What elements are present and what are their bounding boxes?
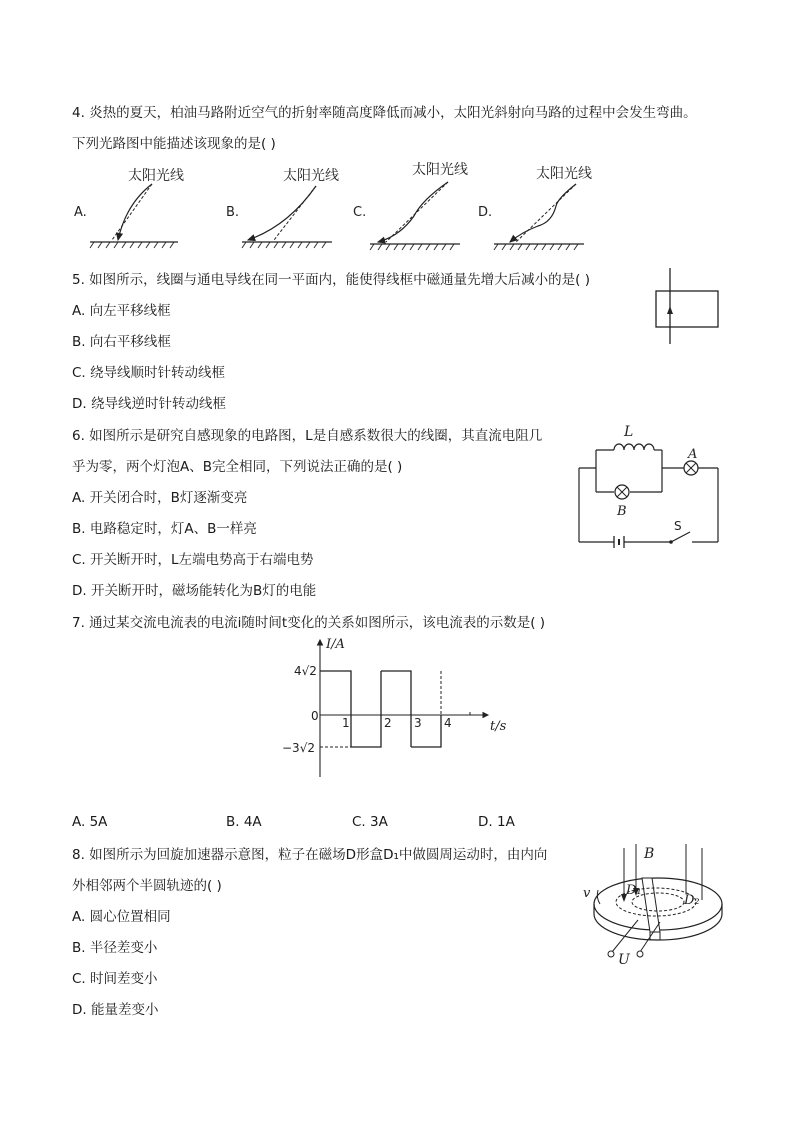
q6-stem-line1: 6. 如图所示是研究自感现象的电路图，L是自感系数很大的线圈，其直流电阻几 bbox=[72, 428, 543, 444]
q4-light-ray-b bbox=[248, 186, 316, 240]
q5-option-a[interactable]: A. 向左平移线框 bbox=[72, 303, 171, 319]
q7-option-c[interactable]: C. 3A bbox=[352, 814, 388, 830]
q7-stem: 7. 通过某交流电流表的电流i随时间t变化的关系如图所示，该电流表的示数是( ) bbox=[72, 615, 546, 631]
q8-cyclotron-diagram bbox=[578, 842, 728, 970]
q6-inductor-coil bbox=[614, 444, 654, 450]
q6-option-b[interactable]: B. 电路稳定时，灯A、B一样亮 bbox=[72, 521, 257, 537]
q6-option-c[interactable]: C. 开关断开时，L左端电势高于右端电势 bbox=[72, 552, 314, 568]
q7-xtick-2: 2 bbox=[384, 716, 392, 730]
q5-stem: 5. 如图所示，线圈与通电导线在同一平面内，能使得线框中磁通量先增大后减小的是( ) bbox=[72, 272, 590, 288]
q4-ground-hatch-a bbox=[90, 242, 174, 248]
q8-terminal-left bbox=[608, 951, 614, 957]
q8-stem-line2: 外相邻两个半圆轨迹的( ) bbox=[72, 878, 222, 894]
q4-light-ray-d bbox=[510, 184, 576, 242]
q7-xlabel: t/s bbox=[490, 719, 507, 734]
q7-option-a[interactable]: A. 5A bbox=[72, 814, 108, 830]
q4-sun-label-b: 太阳光线 bbox=[283, 168, 339, 184]
q5-current-arrow-icon bbox=[667, 306, 673, 314]
q6-label-L: L bbox=[624, 424, 634, 440]
q8-stem-line1: 8. 如图所示为回旋加速器示意图，粒子在磁场D形盒D₁中做圆周运动时，由内向 bbox=[72, 847, 548, 863]
q8-label-U: U bbox=[618, 952, 630, 968]
q4-light-path-figures bbox=[70, 160, 630, 255]
q4-stem-line1: 4. 炎热的夏天，柏油马路附近空气的折射率随高度降低而减小，太阳光斜射向马路的过程中会发生弯曲。 bbox=[72, 105, 697, 121]
q7-xtick-1: 1 bbox=[342, 716, 350, 730]
q7-xtick-4: 4 bbox=[444, 716, 452, 730]
q7-origin: 0 bbox=[311, 709, 319, 723]
q4-option-b-label: B. bbox=[226, 205, 240, 220]
q4-sun-label-c: 太阳光线 bbox=[412, 162, 468, 178]
q8-label-v: v bbox=[583, 886, 591, 901]
q6-label-S: S bbox=[674, 519, 682, 533]
q8-terminal-right bbox=[637, 951, 643, 957]
q6-stem-line2: 乎为零，两个灯泡A、B完全相同，下列说法正确的是( ) bbox=[72, 459, 403, 475]
q4-stem-line2: 下列光路图中能描述该现象的是( ) bbox=[72, 136, 276, 152]
q7-current-time-graph bbox=[280, 632, 520, 782]
q5-option-d[interactable]: D. 绕导线逆时针转动线框 bbox=[72, 396, 226, 412]
q7-ylabel: I/A bbox=[326, 637, 345, 652]
q6-option-a[interactable]: A. 开关闭合时，B灯逐渐变亮 bbox=[72, 490, 248, 506]
q4-sun-label-a: 太阳光线 bbox=[128, 168, 184, 184]
q5-coil-and-wire-figure bbox=[650, 266, 722, 346]
q6-circuit-diagram bbox=[574, 420, 724, 550]
q7-option-b[interactable]: B. 4A bbox=[226, 814, 262, 830]
q5-option-b[interactable]: B. 向右平移线框 bbox=[72, 334, 171, 350]
q7-ytick-bottom: −3√2 bbox=[282, 741, 315, 755]
q7-xtick-3: 3 bbox=[414, 716, 422, 730]
q7-option-d[interactable]: D. 1A bbox=[478, 814, 515, 830]
q6-option-d[interactable]: D. 开关断开时，磁场能转化为B灯的电能 bbox=[72, 583, 317, 599]
q4-sun-label-d: 太阳光线 bbox=[536, 166, 592, 182]
q4-option-a-label: A. bbox=[74, 205, 87, 220]
q7-ytick-top: 4√2 bbox=[294, 664, 317, 678]
q8-option-b[interactable]: B. 半径差变小 bbox=[72, 940, 158, 956]
q4-light-ray-c bbox=[378, 182, 448, 242]
q8-option-c[interactable]: C. 时间差变小 bbox=[72, 971, 158, 987]
q6-switch-S-icon bbox=[671, 532, 690, 542]
q4-option-d-label: D. bbox=[478, 205, 493, 220]
q8-option-a[interactable]: A. 圆心位置相同 bbox=[72, 909, 171, 925]
q6-label-B: B bbox=[617, 504, 627, 519]
q8-label-D2: D₂ bbox=[684, 893, 700, 908]
q6-label-A: A bbox=[688, 447, 698, 462]
q8-option-d[interactable]: D. 能量差变小 bbox=[72, 1002, 159, 1018]
q4-option-c-label: C. bbox=[353, 205, 367, 220]
q5-option-c[interactable]: C. 绕导线顺时针转动线框 bbox=[72, 365, 226, 381]
q5-coil-frame bbox=[656, 291, 718, 327]
q8-label-D1: D₁ bbox=[626, 883, 642, 898]
q8-label-B: B bbox=[644, 846, 655, 862]
q4-light-ray-a bbox=[118, 184, 152, 240]
